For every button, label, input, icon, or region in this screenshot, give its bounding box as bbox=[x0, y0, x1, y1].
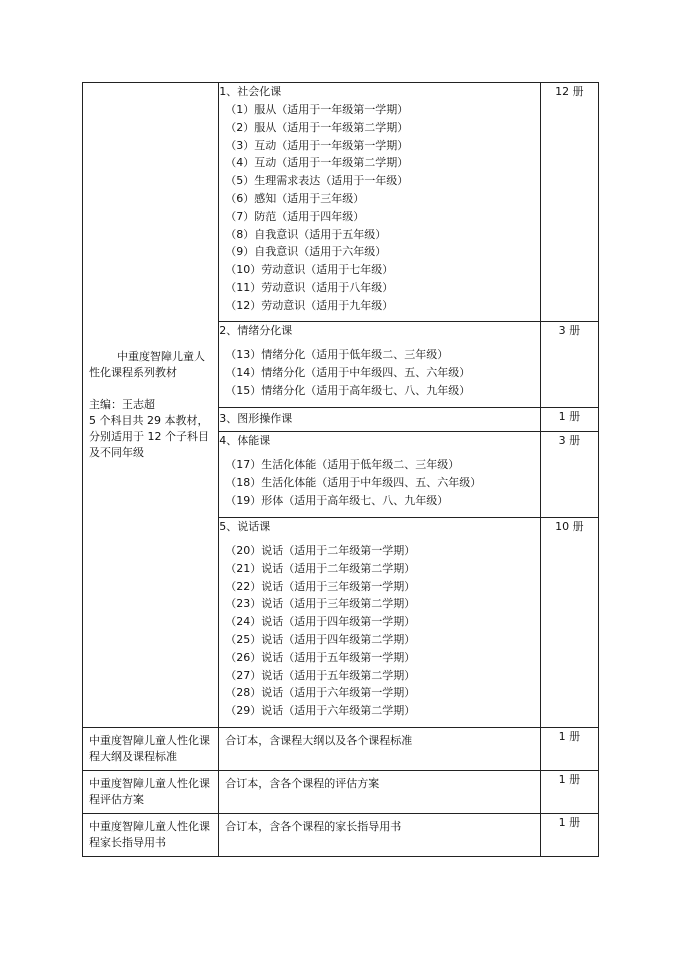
list-item: （29）说话（适用于六年级第二学期） bbox=[225, 704, 416, 718]
list-item: （12）劳动意识（适用于九年级） bbox=[225, 298, 394, 312]
item-description: 合订本，含课程大纲以及各个课程标准 bbox=[219, 728, 541, 771]
list-item: （19）形体（适用于高年级七、八、九年级） bbox=[225, 493, 449, 507]
item-name: 中重度智障儿童人性化课程大纲及课程标准 bbox=[83, 728, 219, 771]
section-cell bbox=[219, 322, 541, 408]
list-item: （26）说话（适用于五年级第一学期） bbox=[225, 650, 416, 664]
list-item: （24）说话（适用于四年级第一学期） bbox=[225, 615, 416, 629]
list-item: （27）说话（适用于五年级第二学期） bbox=[225, 668, 416, 682]
list-item: （22）说话（适用于三年级第一学期） bbox=[225, 579, 416, 593]
list-item: （8）自我意识（适用于五年级） bbox=[225, 227, 387, 241]
item-description: 合订本，含各个课程的家长指导用书 bbox=[219, 814, 541, 857]
list-item: （28）说话（适用于六年级第一学期） bbox=[225, 686, 416, 700]
series-note: 5 个科目共 29 本教材，分别适用于 12 个子科目及不同年级 bbox=[89, 414, 209, 459]
section-title: 4、体能课 bbox=[219, 434, 271, 447]
table-row bbox=[83, 814, 599, 857]
list-item: （10）劳动意识（适用于七年级） bbox=[225, 263, 394, 277]
book-count: 3 册 bbox=[540, 432, 598, 518]
list-item: （5）生理需求表达（适用于一年级） bbox=[225, 174, 409, 188]
list-item: （11）劳动意识（适用于八年级） bbox=[225, 280, 394, 294]
list-item: （25）说话（适用于四年级第二学期） bbox=[225, 632, 416, 646]
series-cell bbox=[83, 83, 219, 728]
section-title: 1、社会化课 bbox=[219, 85, 282, 98]
table-row bbox=[83, 83, 599, 322]
series-title: 中重度智障儿童人性化课程系列教材 bbox=[89, 350, 205, 379]
list-item: （14）情绪分化（适用于中年级四、五、六年级） bbox=[225, 365, 471, 379]
section-cell bbox=[219, 518, 541, 728]
list-item: （15）情绪分化（适用于高年级七、八、九年级） bbox=[225, 383, 471, 397]
list-item: （17）生活化体能（适用于低年级二、三年级） bbox=[225, 458, 460, 471]
table-row bbox=[83, 728, 599, 771]
list-item: （7）防范（适用于四年级） bbox=[225, 209, 365, 223]
section-cell bbox=[219, 432, 541, 518]
list-item: （1）服从（适用于一年级第一学期） bbox=[225, 103, 409, 116]
list-item: （4）互动（适用于一年级第二学期） bbox=[225, 156, 409, 170]
section-title: 2、情绪分化课 bbox=[219, 324, 293, 337]
book-count: 1 册 bbox=[540, 408, 598, 432]
book-count: 1 册 bbox=[540, 814, 598, 857]
item-name: 中重度智障儿童人性化课程家长指导用书 bbox=[83, 814, 219, 857]
book-count: 12 册 bbox=[540, 83, 598, 322]
list-item: （9）自我意识（适用于六年级） bbox=[225, 245, 387, 259]
list-item: （23）说话（适用于三年级第二学期） bbox=[225, 597, 416, 611]
book-count: 1 册 bbox=[540, 728, 598, 771]
list-item: （21）说话（适用于二年级第二学期） bbox=[225, 561, 416, 575]
section-title: 3、图形操作课 bbox=[219, 412, 293, 425]
book-count: 1 册 bbox=[540, 771, 598, 814]
series-editor: 主编：王志超 bbox=[89, 398, 155, 411]
section-cell bbox=[219, 408, 541, 432]
list-item: （6）感知（适用于三年级） bbox=[225, 191, 365, 205]
curriculum-table bbox=[82, 82, 599, 857]
table-row bbox=[83, 771, 599, 814]
list-item: （13）情绪分化（适用于低年级二、三年级） bbox=[225, 348, 449, 361]
item-name: 中重度智障儿童人性化课程评估方案 bbox=[83, 771, 219, 814]
section-title: 5、说话课 bbox=[219, 520, 271, 533]
book-count: 10 册 bbox=[540, 518, 598, 728]
item-description: 合订本，含各个课程的评估方案 bbox=[219, 771, 541, 814]
list-item: （3）互动（适用于一年级第一学期） bbox=[225, 138, 409, 152]
book-count: 3 册 bbox=[540, 322, 598, 408]
list-item: （2）服从（适用于一年级第二学期） bbox=[225, 120, 409, 134]
list-item: （20）说话（适用于二年级第一学期） bbox=[225, 544, 416, 557]
section-cell bbox=[219, 83, 541, 322]
list-item: （18）生活化体能（适用于中年级四、五、六年级） bbox=[225, 475, 482, 489]
